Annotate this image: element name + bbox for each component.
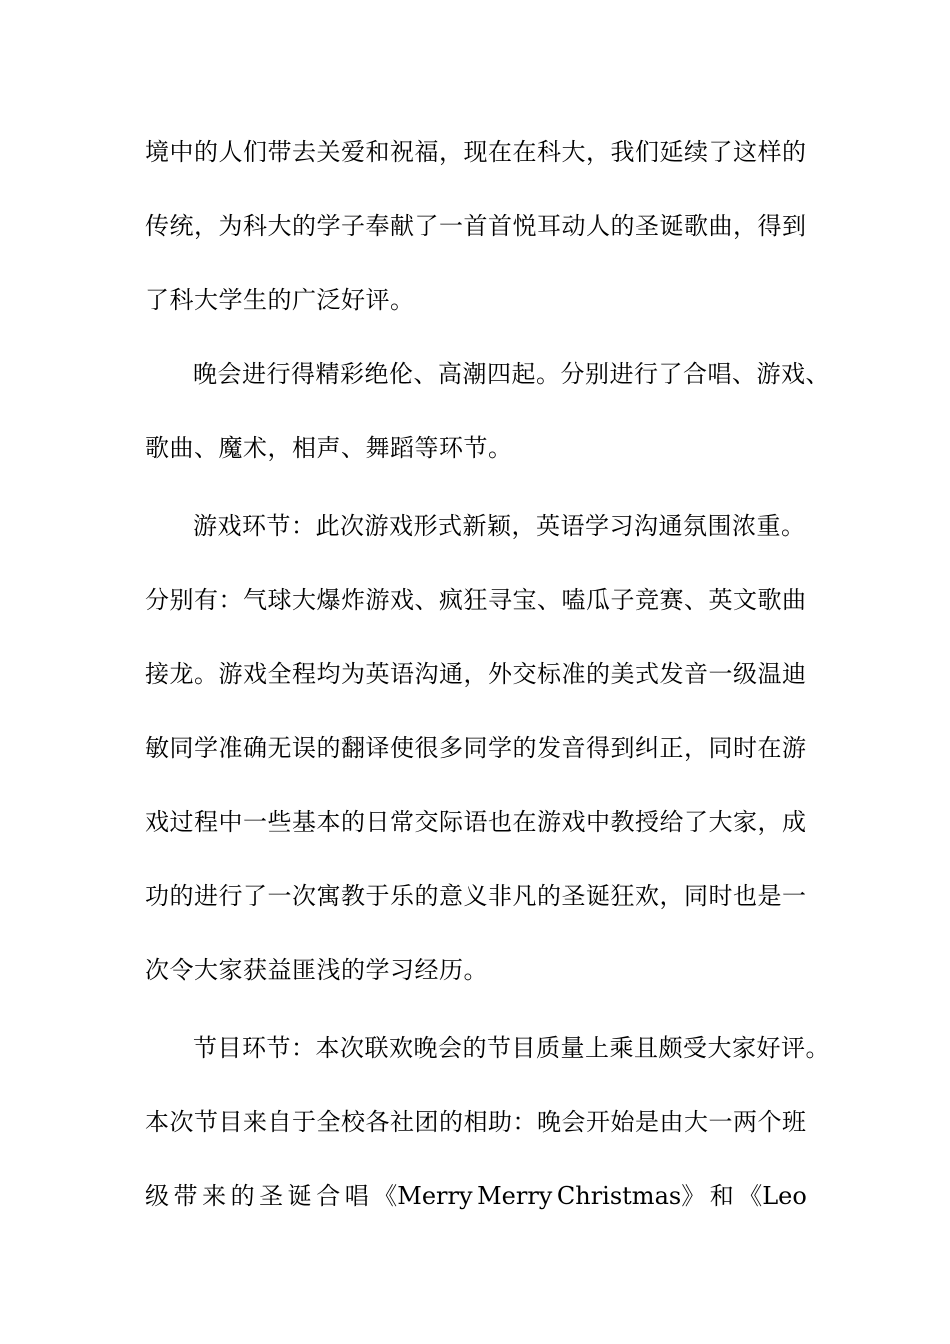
word: 级: [145, 1182, 169, 1210]
word: 的: [230, 1182, 255, 1210]
text-line: 本次节目来自于全校各社团的相助：晚会开始是由大一两个班: [145, 1108, 807, 1136]
text-line: 了科大学生的广泛好评。: [145, 286, 415, 314]
word: 《Merry: [373, 1182, 473, 1210]
text-line: 境中的人们带去关爱和祝福，现在在科大，我们延续了这样的: [145, 138, 807, 166]
text-line: 接龙。游戏全程均为英语沟通，外交标准的美式发音一级温迪: [145, 660, 807, 688]
text-line: 歌曲、魔术，相声、舞蹈等环节。: [145, 434, 513, 462]
text-line: 功的进行了一次寓教于乐的意义非凡的圣诞狂欢，同时也是一: [145, 882, 807, 910]
word: 来: [202, 1182, 227, 1210]
text-line: 戏过程中一些基本的日常交际语也在游戏中教授给了大家，成: [145, 808, 807, 836]
text-line: 传统，为科大的学子奉献了一首首悦耳动人的圣诞歌曲，得到: [145, 212, 807, 240]
word: 唱: [344, 1182, 369, 1210]
paragraph-start-line: 晚会进行得精彩绝伦、高潮四起。分别进行了合唱、游戏、: [193, 360, 830, 388]
word: 《Leo: [738, 1182, 807, 1210]
text-line: 分别有：气球大爆炸游戏、疯狂寻宝、嗑瓜子竞赛、英文歌曲: [145, 586, 807, 614]
word: 带: [173, 1182, 198, 1210]
paragraph-start-line: 游戏环节：此次游戏形式新颖，英语学习沟通氛围浓重。: [193, 512, 806, 540]
text-line: 敏同学准确无误的翻译使很多同学的发音得到纠正，同时在游: [145, 734, 807, 762]
paragraph-start-line: 节目环节：本次联欢晚会的节目质量上乘且颇受大家好评。: [193, 1034, 830, 1062]
word: 诞: [287, 1182, 312, 1210]
justified-text-line: [145, 1180, 807, 1212]
word: Christmas》: [556, 1182, 706, 1210]
word: 和: [709, 1182, 734, 1210]
word: Merry: [477, 1182, 553, 1210]
word: 圣: [259, 1182, 284, 1210]
text-line: 次令大家获益匪浅的学习经历。: [145, 956, 488, 984]
word: 合: [316, 1182, 341, 1210]
